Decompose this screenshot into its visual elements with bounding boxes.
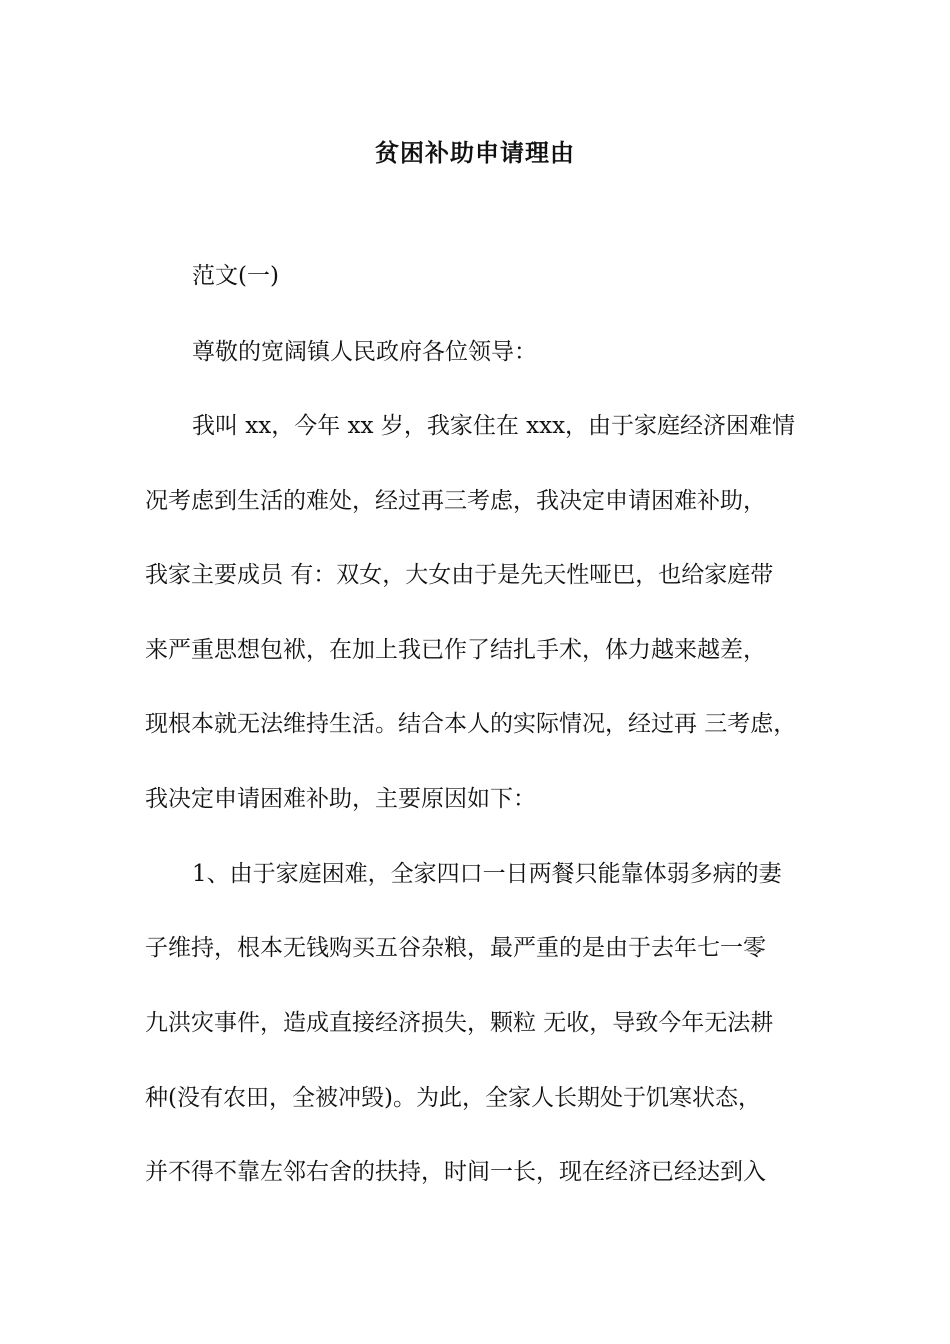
body-line-1: 我叫 xx，今年 xx 岁，我家住在 xxx，由于家庭经济困难情 [192,413,796,439]
body-line-2: 况考虑到生活的难处，经过再三考虑，我决定申请困难补助， [145,488,766,514]
document-title: 贫困补助申请理由 [375,138,575,167]
body-line-8: 子维持，根本无钱购买五谷杂粮，最严重的是由于去年七一零 [145,935,766,961]
body-line-10: 种(没有农田，全被冲毁)。为此，全家人长期处于饥寒状态， [145,1085,761,1111]
body-line-6: 我决定申请困难补助，主要原因如下： [145,786,536,812]
body-line-9: 九洪灾事件，造成直接经济损失，颗粒 无收，导致今年无法耕 [145,1010,774,1036]
body-line-4: 来严重思想包袱，在加上我已作了结扎手术，体力越来越差， [145,637,766,663]
body-line-3: 我家主要成员 有：双女，大女由于是先天性哑巴，也给家庭带 [145,562,774,588]
body-line-5: 现根本就无法维持生活。结合本人的实际情况，经过再 三考虑， [145,711,797,737]
section-heading: 范文(一) [192,263,279,289]
body-line-11: 并不得不靠左邻右舍的扶持，时间一长，现在经济已经达到入 [145,1159,766,1185]
salutation: 尊敬的宽阔镇人民政府各位领导： [192,339,537,365]
body-line-7: 1、由于家庭困难，全家四口一日两餐只能靠体弱多病的妻 [192,861,782,887]
